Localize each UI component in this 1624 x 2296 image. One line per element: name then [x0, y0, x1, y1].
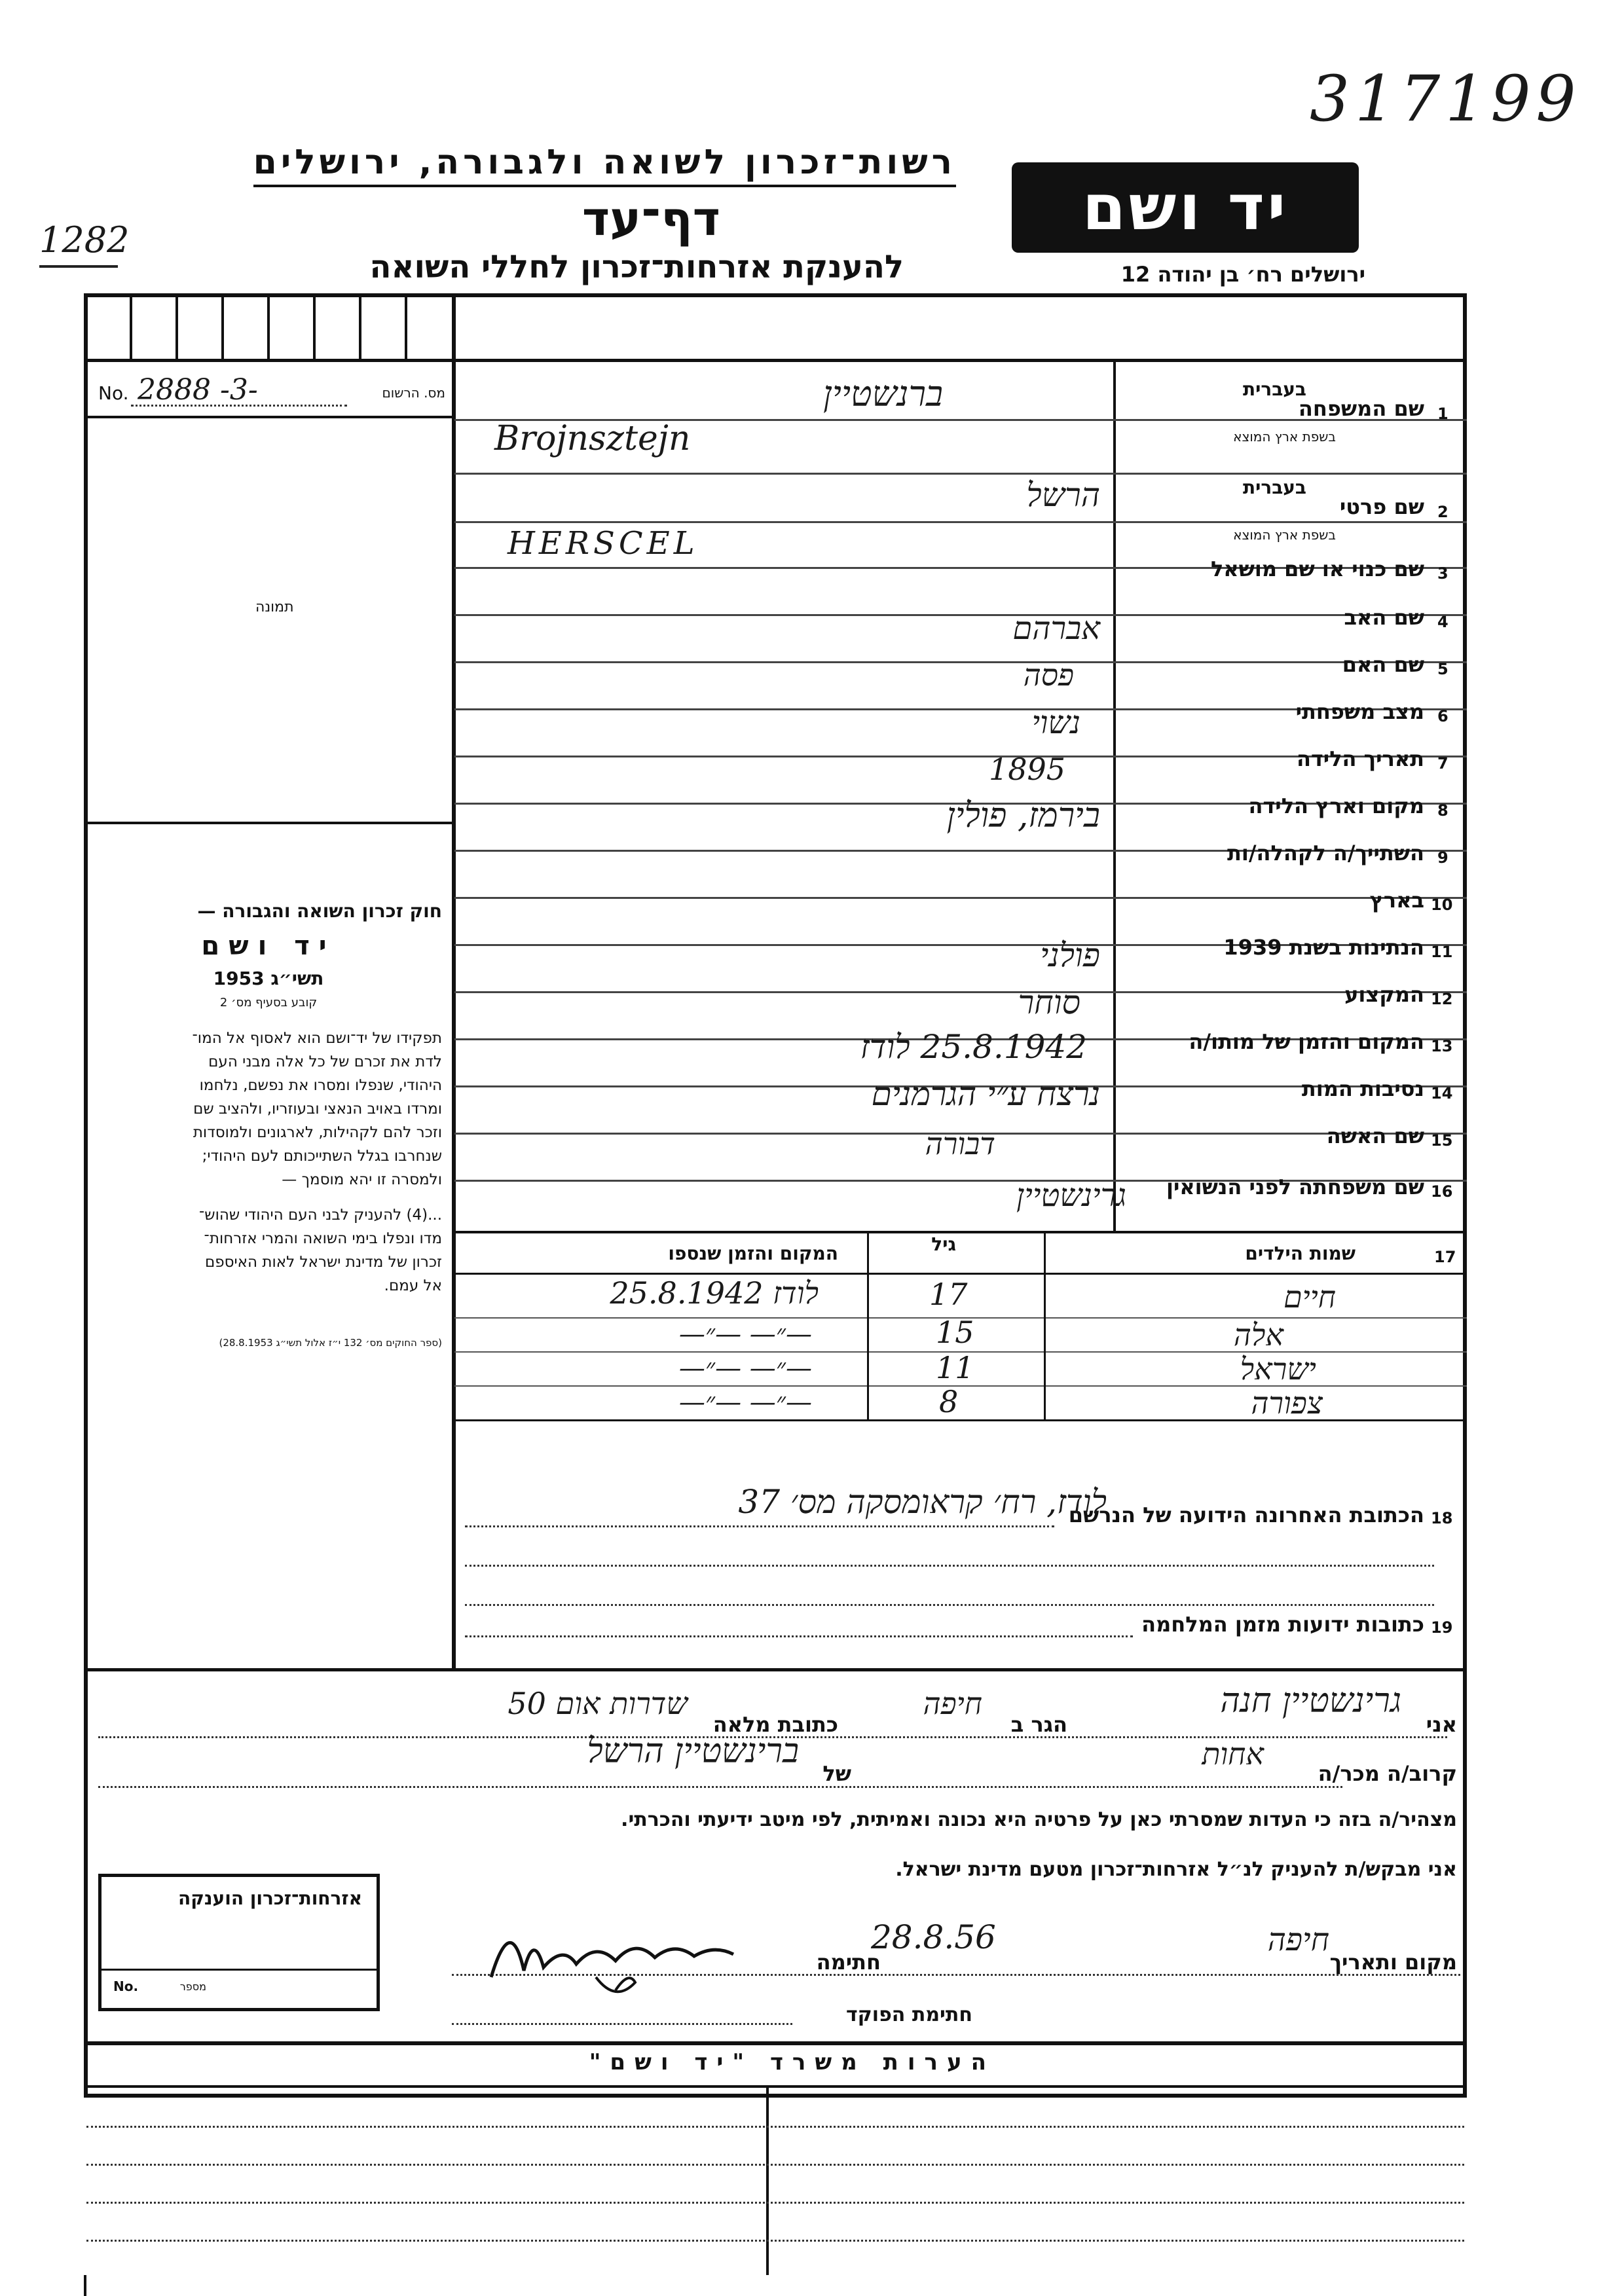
given-name-local: HERSCEL: [507, 525, 699, 562]
relative-label: קרוב/ה מכר/ה: [1318, 1761, 1457, 1786]
margin-arrow: [39, 265, 118, 268]
form-title: דף־עד: [581, 191, 720, 246]
birth-date-value: 1895: [989, 752, 1066, 787]
profession-value: סוחר: [1018, 983, 1080, 1021]
child-4-age: 8: [939, 1384, 959, 1419]
field-6-number: 6: [1437, 707, 1449, 725]
form-subtitle: להענקת אזרחות־זכרון לחללי השואה: [369, 249, 904, 285]
child-4-place: —״— —״—: [678, 1387, 812, 1417]
declaration-line: מצהיר/ה בזה כי העדות שמסרתי כאן על פרטיה היא נכונה ואמיתית, לפי מיטב ידיעתי והכרתי.: [621, 1808, 1457, 1831]
stamp-box-no-label: No.: [113, 1978, 139, 1994]
declarant-city: חיפה: [923, 1686, 982, 1721]
field-10-number: 10: [1431, 896, 1453, 914]
child-2-name: אלה: [1233, 1317, 1283, 1353]
children-age-header: גיל: [931, 1233, 956, 1255]
child-3-age: 11: [936, 1350, 974, 1385]
field-3-label: שם כנוי או שם מושאל: [1210, 556, 1424, 581]
request-line: אני מבקש/ת להעניק לנ״ל אזרחות־זכרון מטעם מדינת ישראל.: [895, 1858, 1457, 1881]
child-3-name: ישראל: [1240, 1351, 1316, 1387]
field-2-hebrew-sublabel: בעברית: [1242, 477, 1306, 498]
law-line-9: מדו ונפלו בימי השואה והמרי אזרחות־: [204, 1230, 442, 1247]
place-date-label: מקום ותאריך: [1329, 1950, 1457, 1975]
given-name-hebrew: הרשל: [1026, 476, 1100, 514]
stamp-box-title: אזרחות־זכרון הוענקה: [178, 1887, 362, 1909]
declarant-ani-label: אני: [1426, 1712, 1457, 1737]
field-7-label: תאריך הלידה: [1296, 746, 1424, 771]
office-notes-area[interactable]: [86, 2088, 1464, 2278]
children-table: [454, 1233, 1467, 1449]
field-4-number: 4: [1437, 613, 1449, 631]
full-address-label: כתובת מלאה: [712, 1712, 838, 1737]
children-place-header: המקום והזמן שנספו: [668, 1243, 838, 1264]
field-1-local-sublabel: בשפת ארץ המוצא: [1233, 429, 1336, 445]
field-5-number: 5: [1437, 660, 1449, 678]
address-line: ירושלים רח׳ בן יהודה 12: [1120, 262, 1365, 287]
citizenship-stamp-box: [98, 1874, 380, 2011]
field-16-label: שם משפחתה לפני הנשואין: [1166, 1175, 1424, 1199]
law-line-8: ...(4) להעניק לבני העם היהודי שהוש־: [199, 1207, 442, 1224]
declaration-place: חיפה: [1267, 1922, 1329, 1958]
field-18-number: 18: [1431, 1509, 1453, 1527]
law-name: יד ושם: [201, 931, 336, 961]
declarant-full-address: שדרות אום 50: [507, 1686, 688, 1721]
child-1-name: חיים: [1283, 1279, 1336, 1315]
law-line-6: שנחרבו בגלל השתייכותם לעם היהודי;: [202, 1148, 442, 1165]
field-18-label: הכתובת האחרונה הידועה של הנרשם: [1068, 1503, 1424, 1527]
wife-maiden-name-value: גרינשטיין: [1016, 1177, 1126, 1214]
wife-name-value: דבורה: [925, 1126, 995, 1161]
declaration-date: 28.8.56: [871, 1918, 996, 1956]
citizenship-value: פולני: [1040, 936, 1100, 974]
child-3-place: —״— —״—: [678, 1353, 812, 1383]
registration-row: [92, 373, 445, 412]
law-line-3: היהודי, שנפלו ומסרו את נפשם, נלחמו: [199, 1077, 442, 1094]
of-label: של: [822, 1761, 851, 1786]
family-name-hebrew: ברנשטיין: [822, 373, 943, 414]
registration-label: מס. הרשום: [382, 385, 445, 401]
law-line-1: תפקידו של יד־ושם הוא לאסוף אל המו־: [192, 1030, 442, 1047]
field-11-number: 11: [1431, 943, 1453, 961]
law-footnote: (ספר החוקים מס׳ 132 י״ז אלול תשי״ג 28.8.1953): [219, 1337, 442, 1349]
field-2-local-sublabel: בשפת ארץ המוצא: [1233, 527, 1336, 543]
yad-vashem-logo: [1012, 162, 1359, 253]
resides-label: הגר ב: [1010, 1712, 1067, 1737]
field-8-number: 8: [1437, 801, 1449, 820]
field-4-label: שם האב: [1344, 605, 1424, 630]
field-15-label: שם האשה: [1326, 1123, 1424, 1148]
official-signature-label: חתימת הפוקד: [846, 2003, 972, 2026]
father-name-value: אברהם: [1012, 610, 1100, 647]
field-15-number: 15: [1431, 1131, 1453, 1150]
field-2-number: 2: [1437, 503, 1449, 521]
field-10-label: בארץ: [1369, 888, 1424, 913]
field-19-label: כתובות ידועות מזמן המלחמה: [1141, 1612, 1424, 1637]
field-16-number: 16: [1431, 1182, 1453, 1201]
org-line: רשות־זכרון לשואה ולגבורה, ירושלים: [253, 143, 956, 187]
office-notes-title: הערות משרד "יד ושם": [589, 2049, 995, 2075]
field-14-number: 14: [1431, 1084, 1453, 1102]
field-13-label: המקום והזמן של מותו/ה: [1189, 1029, 1424, 1054]
law-line-10: זכרון של מדינת ישראל לאות האיספם: [204, 1254, 442, 1271]
field-12-label: המקצוע: [1344, 982, 1424, 1007]
marital-status-value: נשוי: [1031, 704, 1080, 741]
field-9-number: 9: [1437, 848, 1449, 867]
field-14-label: נסיבות המות: [1301, 1076, 1424, 1101]
field-1-label: שם המשפחה: [1298, 396, 1424, 421]
law-sidebar: [95, 900, 442, 1349]
registration-no-label: No.: [98, 382, 129, 404]
photo-label: תמונה: [255, 599, 294, 615]
children-names-header: שמות הילדים: [1245, 1243, 1356, 1264]
law-clause: קובע בסעיף מס׳ 2: [219, 996, 318, 1010]
field-1-number: 1: [1437, 405, 1449, 423]
last-address-value: לודז, רח׳ קראומסקה מס׳ 37: [738, 1483, 1107, 1521]
field-19-number: 19: [1431, 1618, 1453, 1637]
death-circumstances-value: נרצח ע״י הגרמנים: [871, 1075, 1100, 1113]
declarant-relation: אחות: [1202, 1736, 1264, 1772]
field-6-label: מצב משפחתי: [1295, 699, 1424, 724]
registration-number: 2888 -3-: [138, 373, 258, 407]
field-5-label: שם האם: [1342, 652, 1424, 677]
family-name-local: Brojnsztejn: [494, 419, 691, 458]
field-3-number: 3: [1437, 564, 1449, 583]
field-13-number: 13: [1431, 1037, 1453, 1055]
field-8-label: מקום וארץ הלידה: [1248, 793, 1424, 818]
of-name: ברינשטיין הרשל: [587, 1732, 799, 1771]
mother-name-value: פסה: [1023, 657, 1074, 693]
law-line-7: ולמסרה זו יהא מוסמך —: [282, 1171, 442, 1188]
child-1-place: לודז 25.8.1942: [610, 1275, 819, 1311]
field-11-label: הנתינות בשנת 1939: [1223, 935, 1424, 960]
field-17-number: 17: [1434, 1248, 1456, 1266]
stamp-box-number-label: מספר: [179, 1980, 206, 1993]
field-7-number: 7: [1437, 754, 1449, 773]
child-1-age: 17: [929, 1277, 968, 1312]
child-4-name: צפורה: [1251, 1385, 1323, 1421]
birth-place-value: בירמז, פולין: [946, 796, 1100, 835]
margin-note: 1282: [39, 219, 130, 261]
declarant-name: גרינשטיין חנה: [1220, 1681, 1401, 1721]
law-line-2: לדת את זכרם של כל אלה מבני העם: [208, 1053, 442, 1070]
child-2-place: —״— —״—: [678, 1319, 812, 1349]
signature-label: חתימה: [816, 1950, 881, 1975]
child-2-age: 15: [936, 1315, 974, 1350]
law-line-4: ומרדו באויב הנאצי ובעוזריו, ולהציב שם: [193, 1101, 442, 1118]
death-place-date-value: 25.8.1942 לודז: [860, 1028, 1087, 1066]
law-title: חוק זכרון השואה והגבורה —: [197, 900, 442, 922]
handwritten-record-number: 317199: [1310, 62, 1581, 136]
law-line-5: וזכר להם לקהילות, לארגונים ולמוסדות: [193, 1124, 442, 1141]
field-2-label: שם פרטי: [1339, 494, 1424, 519]
logo-text: יד ושם: [1082, 171, 1289, 244]
field-12-number: 12: [1431, 990, 1453, 1008]
field-1-hebrew-sublabel: בעברית: [1242, 378, 1306, 400]
declarant-signature: [485, 1905, 812, 2003]
law-year: תשי״ג 1953: [213, 968, 324, 989]
law-line-11: אל עמם.: [384, 1277, 442, 1294]
field-9-label: השתייך/ה לקהלה/ות: [1227, 841, 1424, 866]
